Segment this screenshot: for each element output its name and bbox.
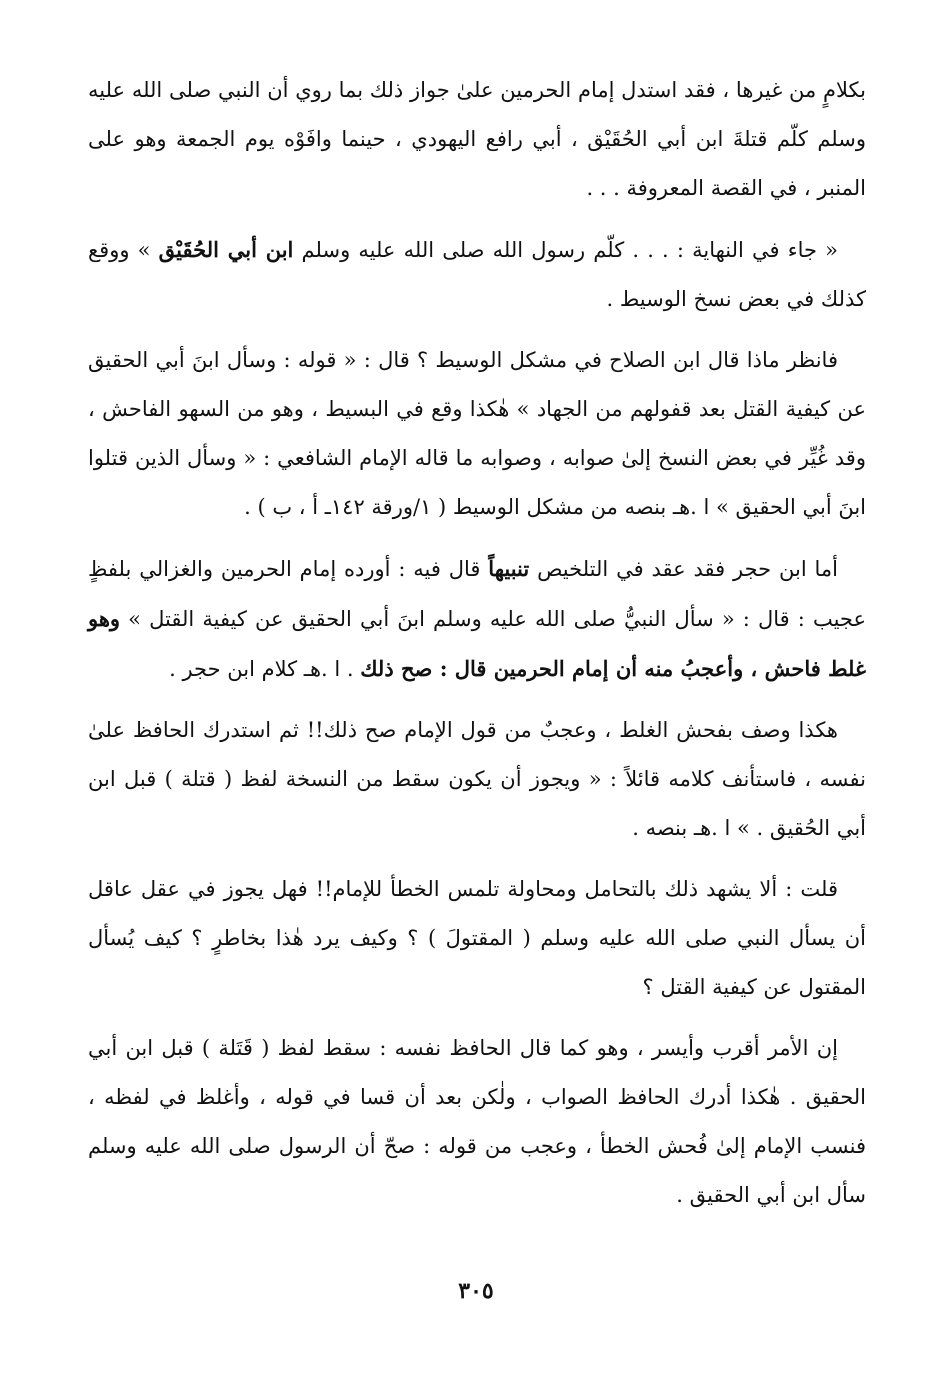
paragraph-5 bbox=[88, 706, 866, 853]
paragraph-2-bold-name: ابن أبي الحُقَيْق bbox=[158, 237, 294, 262]
paragraph-4-text-b: قال فيه : أورده إمام الحرمين والغزالي بلفظٍ عجيب : قال : « سأل النبيُّ صلى الله عليه وسلم ابنَ أبي الحقيق عن كيفية القتل » bbox=[88, 557, 866, 631]
paragraph-3-text: فانظر ماذا قال ابن الصلاح في مشكل الوسيط ؟ قال : « قوله : وسأل ابنَ أبي الحقيق عن كيفية القتل بعد قفولهم من الجهاد » هٰكذا وقع في البسيط ، وهو من السهو الفاحش ، وقد غُيِّر في بعض النسخ إلىٰ صوابه ، وصوابه ما قاله الإمام الشافعي : « وسأل الذين قتلوا ابنَ أبي الحقيق » ا .هـ بنصه من مشكل الوسيط ( ١/ورقة ١٤٢ـ أ ، ب ) . bbox=[88, 348, 866, 519]
page-number: ٣٠٥ bbox=[458, 1278, 494, 1304]
paragraph-7 bbox=[88, 1024, 866, 1220]
document-page bbox=[88, 66, 866, 1232]
paragraph-6-text: قلت : ألا يشهد ذلك بالتحامل ومحاولة تلمس الخطأ للإمام!! فهل يجوز في عقل عاقل أن يسأل النبي صلى الله عليه وسلم ( المقتولَ ) ؟ وكيف يرد هٰذا بخاطرٍ ؟ كيف يُسأل المقتول عن كيفية القتل ؟ bbox=[88, 877, 866, 999]
paragraph-4-bold-note: تنبيهاً bbox=[488, 556, 530, 581]
paragraph-4-text-c: . ا .هـ كلام ابن حجر . bbox=[169, 657, 361, 681]
paragraph-6 bbox=[88, 865, 866, 1012]
paragraph-4-bold-quote: وهو غلط فاحش ، وأعجبُ منه أن إمام الحرمين قال : صح ذلك bbox=[88, 606, 866, 681]
paragraph-7-text: إن الأمر أقرب وأيسر ، وهو كما قال الحافظ نفسه : سقط لفظ ( قَتَلة ) قبل ابن أبي الحقيق . هٰكذا أدرك الحافظ الصواب ، ولٰكن بعد أن قسا في قوله ، وأغلظ في لفظه ، فنسب الإمام إلىٰ فُحش الخطأ ، وعجب من قوله : صحّ أن الرسول صلى الله عليه وسلم سأل ابن أبي الحقيق . bbox=[88, 1036, 866, 1207]
paragraph-2 bbox=[88, 225, 866, 324]
paragraph-2-text-b: » ووقع كذلك في بعض نسخ الوسيط . bbox=[88, 238, 866, 311]
paragraph-5-text: هكذا وصف بفحش الغلط ، وعجبٌ من قول الإمام صح ذلك!! ثم استدرك الحافظ علىٰ نفسه ، فاستأنف كلامه قائلاً : « ويجوز أن يكون سقط من النسخة لفظ ( قتلة ) قبل ابن أبي الحُقيق . » ا .هـ بنصه . bbox=[88, 718, 866, 840]
paragraph-1-text: بكلامٍ من غيرها ، فقد استدل إمام الحرمين علىٰ جواز ذلك بما روي أن النبي صلى الله عليه وسلم كلّم قتلةَ ابن أبي الحُقَيْق ، أبي رافع اليهودي ، حينما وافَوْه يوم الجمعة وهو على المنبر ، في القصة المعروفة . . . bbox=[88, 78, 866, 200]
paragraph-2-text-a: « جاء في النهاية : . . . كلّم رسول الله صلى الله عليه وسلم bbox=[293, 238, 838, 262]
paragraph-4-text-a: أما ابن حجر فقد عقد في التلخيص bbox=[529, 557, 839, 581]
paragraph-4 bbox=[88, 544, 866, 694]
paragraph-1 bbox=[88, 66, 866, 213]
paragraph-3 bbox=[88, 336, 866, 532]
